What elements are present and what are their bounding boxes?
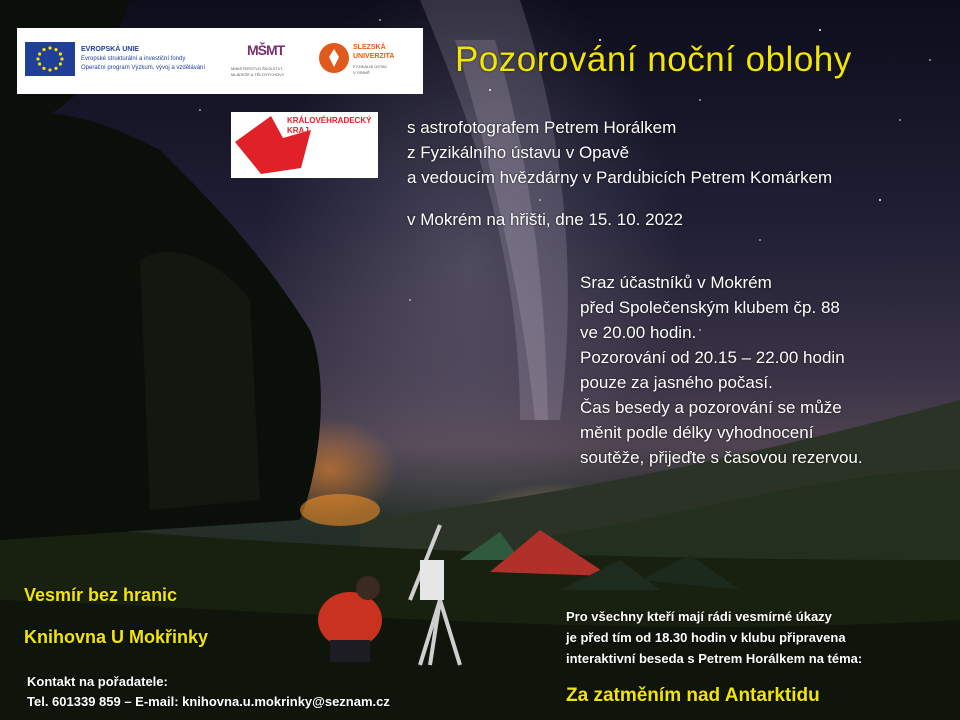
kraj-logo xyxy=(231,112,378,178)
info-line: Čas besedy a pozorování se může xyxy=(580,398,842,417)
eu-title: EVROPSKÁ UNIE xyxy=(81,46,139,53)
kraj-line2: KRAJ xyxy=(287,126,309,135)
msmt-mark: MŠMT xyxy=(247,42,285,58)
campfire-glow xyxy=(300,494,380,526)
info-line: Pozorování od 20.15 – 22.00 hodin xyxy=(580,348,845,367)
info-line: pouze za jasného počasí. xyxy=(580,373,773,392)
info-line: před Společenským klubem čp. 88 xyxy=(580,298,840,317)
pre-event-line: interaktivní beseda s Petrem Horálkem na téma: xyxy=(566,651,863,666)
library-name: Knihovna U Mokřinky xyxy=(24,627,209,647)
pre-event-line: Pro všechny kteří mají rádi vesmírné úkazy xyxy=(566,609,832,624)
msmt-line1: MINISTERSTVO ŠKOLSTVÍ, xyxy=(231,66,283,71)
subtitle-line-3: a vedoucím hvězdárny v Pardubicích Petrem Komárkem xyxy=(407,168,833,187)
info-line: soutěže, přijeďte s časovou rezervou. xyxy=(580,448,863,467)
lecture-topic: Za zatměním nad Antarktidu xyxy=(566,685,820,706)
su-line4: V OPAVĚ xyxy=(353,70,370,75)
contact-label: Kontakt na pořadatele: xyxy=(27,674,168,689)
contact-line[interactable]: Tel. 601339 859 – E-mail: knihovna.u.mokrinky@seznam.cz xyxy=(27,694,390,709)
eu-line1: Evropské strukturální a investiční fondy xyxy=(81,56,186,62)
eu-line2: Operační program Výzkum, vývoj a vzdělávání xyxy=(81,65,206,71)
su-line3: FYZIKÁLNÍ ÚSTAV xyxy=(353,64,388,69)
subtitle-line-1: s astrofotografem Petrem Horálkem xyxy=(407,118,677,137)
info-line: ve 20.00 hodin. xyxy=(580,323,697,342)
su-line2: UNIVERZITA xyxy=(353,53,395,60)
logo-strip xyxy=(17,28,423,94)
msmt-line2: MLÁDEŽE A TĚLOVÝCHOVY xyxy=(231,72,285,77)
su-emblem-icon xyxy=(319,43,349,73)
su-line1: SLEZSKÁ xyxy=(353,44,386,51)
kraj-line1: KRÁLOVÉHRADECKÝ xyxy=(287,116,372,125)
info-line: Sraz účastníků v Mokrém xyxy=(580,273,772,292)
info-line: měnit podle délky vyhodnocení xyxy=(580,423,814,442)
subtitle-line-2: z Fyzikálního ústavu v Opavě xyxy=(407,143,630,162)
series-name: Vesmír bez hranic xyxy=(24,585,178,605)
pre-event-line: je před tím od 18.30 hodin v klubu připravena xyxy=(566,630,846,645)
msmt-logo xyxy=(231,38,301,88)
place-date: v Mokrém na hřišti, dne 15. 10. 2022 xyxy=(407,210,683,229)
eu-flag-icon xyxy=(25,42,75,76)
page-title: Pozorování noční oblohy xyxy=(455,40,852,79)
